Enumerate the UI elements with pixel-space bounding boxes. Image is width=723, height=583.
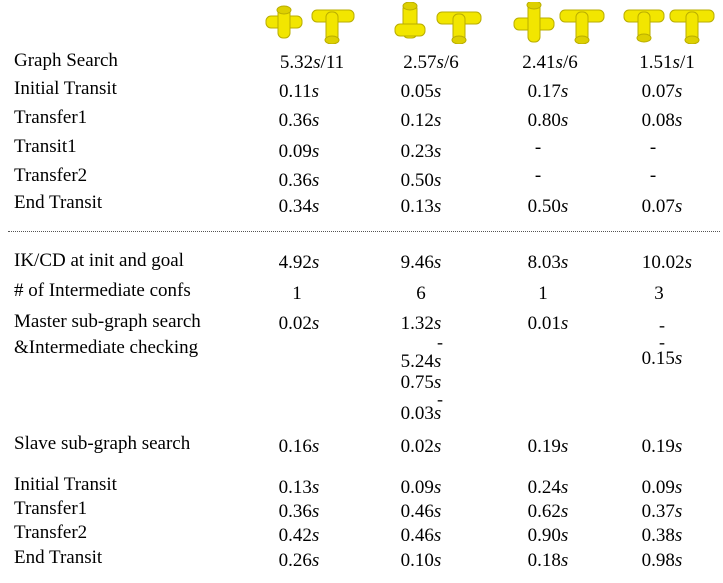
cell-master-c2-d: 0.03s <box>400 403 442 424</box>
cell-graph-search-c4: 1.51s/1 <box>639 52 695 73</box>
connector-pair-2-icon <box>391 2 487 44</box>
cell-b-end-transit-c1: 0.26s <box>278 550 320 571</box>
cell-b-transfer2-c1: 0.42s <box>278 525 320 546</box>
cell-slave-c3: 0.19s <box>527 436 569 457</box>
cell-graph-search-c3: 2.41s/6 <box>522 52 578 73</box>
row-label-b-transfer1: Transfer1 <box>14 498 88 519</box>
cell-master-c4-dash2: - <box>659 332 665 352</box>
cell-inter-c4: 3 <box>654 283 664 304</box>
cell-transfer1-c3: 0.80s <box>527 110 569 131</box>
cell-transit1-c3: - <box>534 137 542 158</box>
row-label-slave-search: Slave sub-graph search <box>14 433 191 454</box>
connector-pair-1-icon <box>262 2 358 44</box>
row-label-intermediate-confs: # of Intermediate confs <box>14 280 191 301</box>
cell-transfer1-c4: 0.08s <box>641 110 683 131</box>
cell-master-c2-dash1: - <box>437 332 443 352</box>
cell-b-initial-transit-c1: 0.13s <box>278 477 320 498</box>
cell-transit1-c2: 0.23s <box>400 141 442 162</box>
cell-slave-c4: 0.19s <box>641 436 683 457</box>
cell-initial-transit-c1: 0.11s <box>279 81 319 102</box>
cell-ikcd-c2: 9.46s <box>400 252 442 273</box>
pipe-connector-icon <box>395 2 425 38</box>
cell-b-transfer1-c2: 0.46s <box>400 501 442 522</box>
cell-ikcd-c3: 8.03s <box>527 252 569 273</box>
cell-b-end-transit-c2: 0.10s <box>400 550 442 571</box>
cell-b-transfer1-c4: 0.37s <box>641 501 683 522</box>
cell-end-transit-c1: 0.34s <box>278 196 320 217</box>
cell-ikcd-c4: 10.02s <box>641 252 693 273</box>
cell-graph-search-c2: 2.57s/6 <box>403 52 459 73</box>
cell-transfer1-c1: 0.36s <box>278 110 320 131</box>
cell-b-initial-transit-c4: 0.09s <box>641 477 683 498</box>
pipe-connector-icon <box>670 10 714 44</box>
cell-slave-c1: 0.16s <box>278 436 320 457</box>
cell-transfer2-c3: - <box>534 165 542 186</box>
cell-b-transfer2-c4: 0.38s <box>641 525 683 546</box>
row-label-transfer1: Transfer1 <box>14 107 88 128</box>
row-label-graph-search: Graph Search <box>14 50 118 71</box>
pipe-connector-icon <box>624 10 664 42</box>
connector-pair-3-icon <box>512 2 608 44</box>
pipe-connector-icon <box>266 6 302 38</box>
row-label-ikcd: IK/CD at init and goal <box>14 250 184 271</box>
row-label-b-initial-transit: Initial Transit <box>14 474 117 495</box>
cell-initial-transit-c3: 0.17s <box>527 81 569 102</box>
cell-master-c2-b: 5.24s <box>400 351 442 372</box>
section-divider <box>8 231 720 232</box>
row-label-initial-transit: Initial Transit <box>14 78 117 99</box>
cell-master-c2-dash2: - <box>437 389 443 409</box>
cell-transfer2-c1: 0.36s <box>278 170 320 191</box>
cell-b-transfer2-c3: 0.90s <box>527 525 569 546</box>
cell-transfer2-c4: - <box>649 165 657 186</box>
cell-inter-c1: 1 <box>292 283 302 304</box>
cell-slave-c2: 0.02s <box>400 436 442 457</box>
cell-b-end-transit-c4: 0.98s <box>641 550 683 571</box>
cell-end-transit-c3: 0.50s <box>527 196 569 217</box>
row-label-master-search: Master sub-graph search <box>14 311 201 332</box>
cell-b-transfer1-c3: 0.62s <box>527 501 569 522</box>
pipe-connector-icon <box>560 10 604 44</box>
cell-initial-transit-c2: 0.05s <box>400 81 442 102</box>
cell-graph-search-c1: 5.32s/11 <box>279 52 345 73</box>
cell-b-transfer2-c2: 0.46s <box>400 525 442 546</box>
cell-master-c3: 0.01s <box>527 313 569 334</box>
cell-inter-c2: 6 <box>416 283 426 304</box>
row-label-end-transit: End Transit <box>14 192 103 213</box>
cell-transit1-c4: - <box>649 137 657 158</box>
cell-end-transit-c4: 0.07s <box>641 196 683 217</box>
cell-master-c1: 0.02s <box>278 313 320 334</box>
row-label-transit1: Transit1 <box>14 136 77 157</box>
cell-transfer1-c2: 0.12s <box>400 110 442 131</box>
row-label-b-end-transit: End Transit <box>14 547 103 568</box>
pipe-connector-icon <box>437 12 481 44</box>
pipe-connector-icon <box>514 2 554 42</box>
cell-b-transfer1-c1: 0.36s <box>278 501 320 522</box>
cell-initial-transit-c4: 0.07s <box>641 81 683 102</box>
cell-master-c2-c: 0.75s <box>400 372 442 393</box>
cell-end-transit-c2: 0.13s <box>400 196 442 217</box>
cell-master-c2-a: 1.32s <box>400 313 442 334</box>
cell-b-end-transit-c3: 0.18s <box>527 550 569 571</box>
cell-b-initial-transit-c3: 0.24s <box>527 477 569 498</box>
cell-master-c4: 0.15s <box>641 348 683 369</box>
row-label-transfer2: Transfer2 <box>14 165 88 186</box>
connector-pair-4-icon <box>622 2 718 44</box>
pipe-connector-icon <box>312 10 354 44</box>
cell-inter-c3: 1 <box>538 283 548 304</box>
row-label-b-transfer2: Transfer2 <box>14 522 88 543</box>
row-label-intermediate-checking: &Intermediate checking <box>14 337 199 358</box>
cell-b-initial-transit-c2: 0.09s <box>400 477 442 498</box>
cell-ikcd-c1: 4.92s <box>278 252 320 273</box>
cell-transfer2-c2: 0.50s <box>400 170 442 191</box>
cell-master-c4-dash1: - <box>659 315 665 335</box>
cell-transit1-c1: 0.09s <box>278 141 320 162</box>
